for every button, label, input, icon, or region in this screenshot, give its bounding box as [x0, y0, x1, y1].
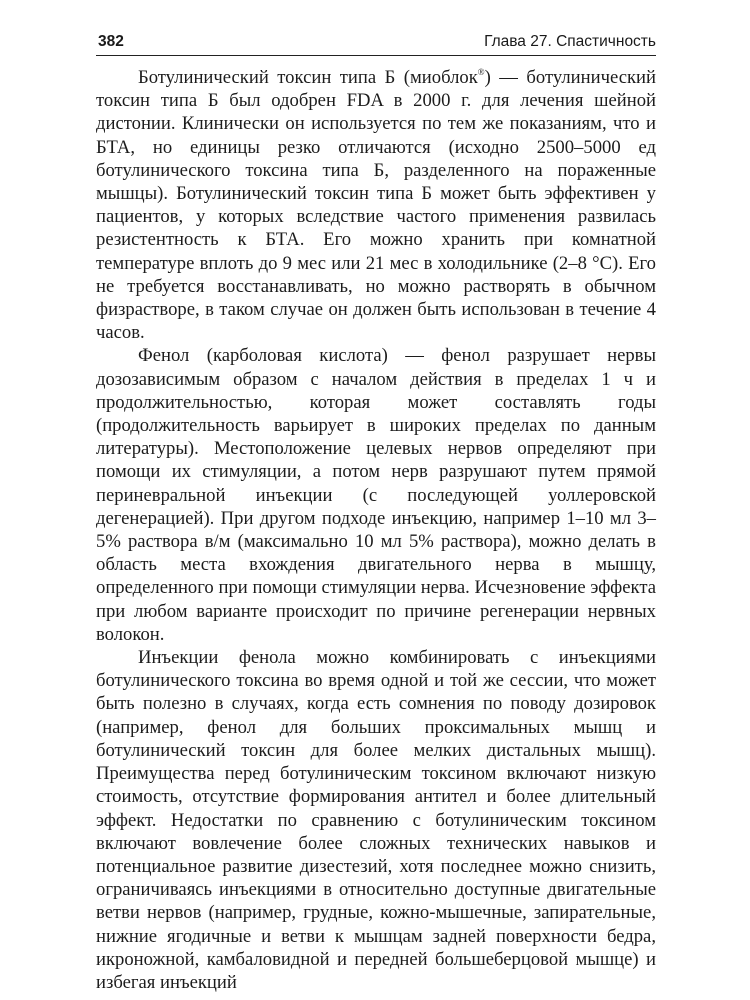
- paragraph-text-rest: ) — ботулинический токсин типа Б был одобрен FDA в 2000 г. для лечения шейной дистонии. Клинически он используется по тем же показаниям, что и БТА, но единицы резко отличаются (исходно 2500–5000 ед ботулинического токсина типа Б, разделенного на пораженные мышцы). Ботулинический токсин типа Б может быть эффективен у пациентов, у которых вследствие частого применения развилась резистентность к БТА. Его можно хранить при комнатной температуре вплоть до 9 мес или 21 мес в холодильнике (2–8 °С). Его не требуется восстанавливать, но можно растворять в обычном физрастворе, в таком случае он должен быть использован в течение 4 часов.: [96, 67, 656, 344]
- chapter-title: Глава 27. Спастичность: [484, 33, 656, 50]
- paragraph-text-start: Ботулинический токсин типа Б (миоблок: [138, 67, 478, 88]
- paragraph-botulinum-type-b: [96, 66, 656, 344]
- book-page: [96, 30, 656, 993]
- header-rule: [96, 55, 656, 56]
- paragraph-phenol-injections: Инъекции фенола можно комбинировать с инъекциями ботулинического токсина во время одной и той же сессии, что может быть полезно в случаях, когда есть сомнения по поводу дозировок (например, фенол для больших проксимальных мышц и ботулинический токсин для более мелких дистальных мышц). Преимущества перед ботулиническим токсином включают низкую стоимость, отсутствие формирования антител и более длительный эффект. Недостатки по сравнению с ботулиническим токсином включают вовлечение более сложных технических навыков и потенциальное развитие дизестезий, хотя последнее можно снизить, ограничиваясь инъекциями в относительно доступные двигательные ветви нервов (например, грудные, кожно-мышечные, запирательные, нижние ягодичные и ветви к мышцам задней поверхности бедра, икроножной, камбаловидной и передней большеберцовой мышце) и избегая инъекций: [96, 647, 656, 993]
- page-number: 382: [98, 33, 124, 50]
- paragraph-phenol: Фенол (карболовая кислота) — фенол разрушает нервы дозозависимым образом с началом действия в пределах 1 ч и продолжительностью, которая может составлять годы (продолжительность варьирует в широких пределах по данным литературы). Местоположение целевых нервов определяют при помощи их стимуляции, а потом нерв разрушают путем прямой периневральной инъекции (с последующей уоллеровской дегенерацией). При другом подходе инъекцию, например 1–10 мл 3–5% раствора в/м (максимально 10 мл 5% раствора), можно делать в область места вхождения двигательного нерва в мышцу, определенного при помощи стимуляции нерва. Исчезновение эффекта при любом варианте происходит по причине регенерации нервных волокон.: [96, 345, 656, 645]
- body-text: [96, 66, 656, 994]
- registered-mark: ®: [477, 67, 485, 77]
- running-header: [96, 30, 656, 56]
